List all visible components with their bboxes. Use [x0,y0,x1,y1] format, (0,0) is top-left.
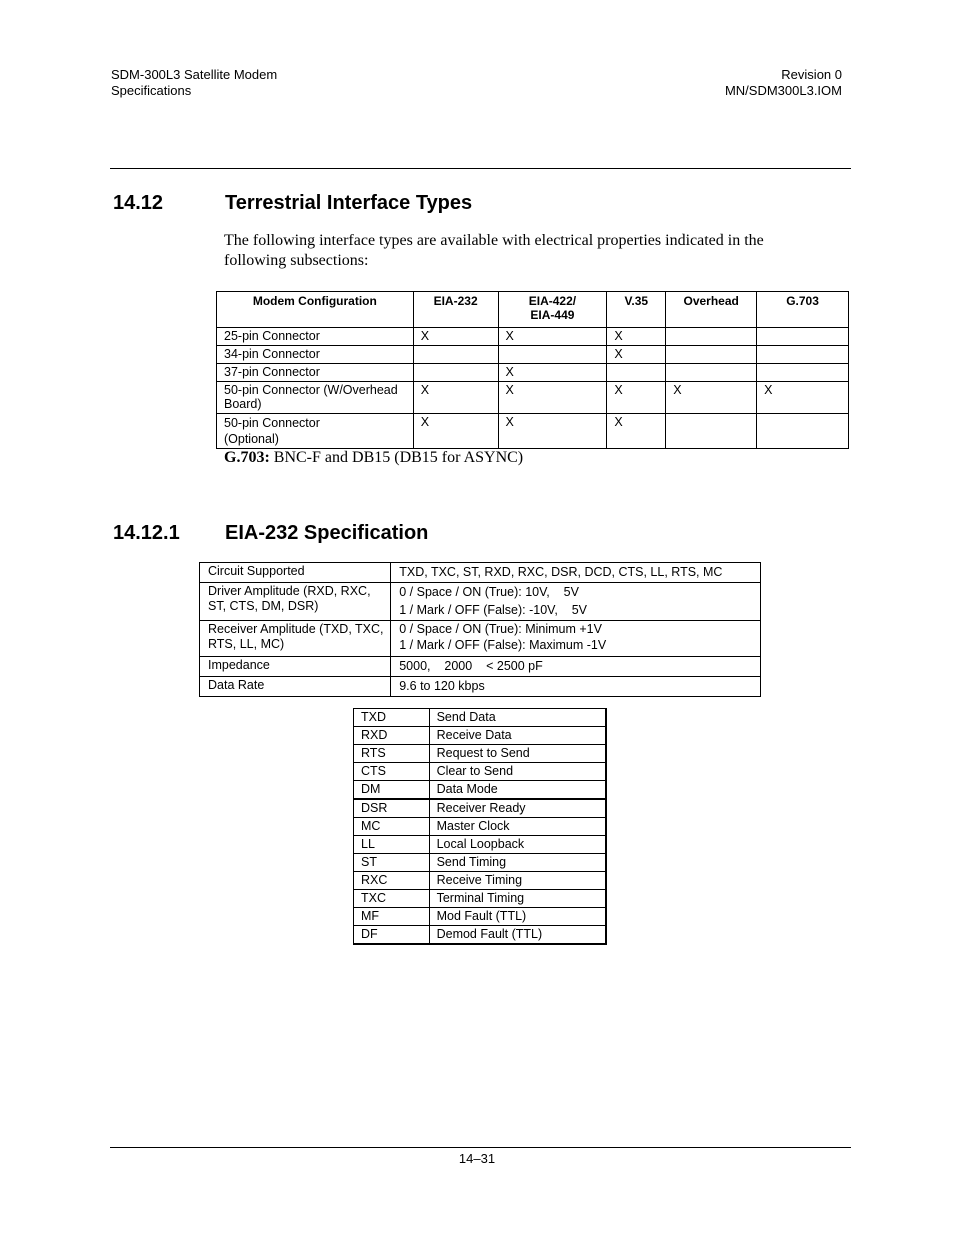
table-row [354,763,607,781]
spec-value-line: 1 / Mark / OFF (False): Maximum -1V [399,638,607,652]
table-cell [413,364,498,382]
table-cell [498,346,607,364]
header-rule [110,168,851,169]
page-header-right [725,67,842,99]
g703-note-label: G.703: [224,449,270,466]
table-row [200,657,761,677]
table-cell: 50-pin Connector (Optional) [217,414,414,449]
spec-value [391,563,761,583]
table-cell: X [498,382,607,414]
spec-label: Driver Amplitude (RXD, RXC, ST, CTS, DM, DSR) [200,583,391,621]
page-header-left [111,67,277,99]
table-cell: X [413,328,498,346]
signal-description: Send Data [429,709,606,727]
table-row [354,799,607,818]
table-cell: X [607,346,666,364]
spec-value-line: TXD, TXC, ST, RXD, RXC, DSR, DCD, CTS, LL, RTS, MC [399,565,723,579]
signal-description: Demod Fault (TTL) [429,926,606,945]
signal-code: TXD [354,709,430,727]
table-cell: X [413,414,498,449]
spec-label: Receiver Amplitude (TXD, TXC, RTS, LL, MC) [200,621,391,657]
section-intro: The following interface types are available with electrical properties indicated in the following subsections: [224,232,764,269]
table-row [200,677,761,697]
table-row [200,583,761,621]
table-row [217,328,849,346]
table-cell: X [413,382,498,414]
signal-description: Clear to Send [429,763,606,781]
spec-value [391,583,761,621]
section-number: 14.12 [113,192,164,214]
signal-table [353,708,607,945]
config-header-row [217,292,849,328]
signal-description: Request to Send [429,745,606,763]
spec-value [391,677,761,697]
table-cell [666,328,757,346]
table-cell: X [607,414,666,449]
eia232-spec-table [199,562,761,697]
table-row [354,908,607,926]
config-header-cell: EIA-232 [413,292,498,328]
config-table [216,291,849,449]
table-row [217,382,849,414]
table-row [354,745,607,763]
table-cell: 34-pin Connector [217,346,414,364]
table-row [217,414,849,449]
table-cell [666,346,757,364]
table-row [217,346,849,364]
signal-description: Terminal Timing [429,890,606,908]
signal-code: MF [354,908,430,926]
spec-label: Impedance [200,657,391,677]
table-row [217,364,849,382]
signal-description: Mod Fault (TTL) [429,908,606,926]
signal-code: ST [354,854,430,872]
table-cell [666,364,757,382]
signal-code: DF [354,926,430,945]
g703-note-text: BNC-F and DB15 (DB15 for ASYNC) [269,449,524,466]
config-header-cell: Modem Configuration [217,292,414,328]
table-cell: 50-pin Connector (W/Overhead Board) [217,382,414,414]
table-cell: X [498,414,607,449]
signal-description: Local Loopback [429,836,606,854]
config-header-cell: V.35 [607,292,666,328]
table-row [354,818,607,836]
table-row [354,926,607,945]
section-title: Terrestrial Interface Types [225,192,473,214]
signal-code: RXC [354,872,430,890]
spec-value-line: 0 / Space / ON (True): 10V, 5V [399,585,579,599]
spec-label: Data Rate [200,677,391,697]
g703-note [224,448,523,468]
signal-code: TXC [354,890,430,908]
table-row [354,781,607,800]
spec-value-line: 1 / Mark / OFF (False): -10V, 5V [399,603,588,617]
signal-code: RTS [354,745,430,763]
table-cell: 25-pin Connector [217,328,414,346]
signal-description: Receiver Ready [429,799,606,818]
table-cell: X [607,382,666,414]
page-number: 14–31 [458,1151,496,1166]
footer-rule [110,1147,851,1148]
spec-value [391,657,761,677]
subsection-heading [113,522,428,545]
signal-code: RXD [354,727,430,745]
table-cell: X [666,382,757,414]
table-cell: X [498,328,607,346]
spec-value-line: 0 / Space / ON (True): Minimum +1V [399,622,602,636]
signal-description: Data Mode [429,781,606,800]
spec-label: Circuit Supported [200,563,391,583]
doc-section: Specifications [111,83,192,98]
signal-code: DSR [354,799,430,818]
table-row [354,854,607,872]
doc-revision: Revision 0 [781,67,842,82]
subsection-number: 14.12.1 [113,522,180,544]
table-row [200,621,761,657]
table-cell [757,328,849,346]
signal-code: DM [354,781,430,800]
table-cell [757,414,849,449]
signal-description: Master Clock [429,818,606,836]
table-cell: 37-pin Connector [217,364,414,382]
config-header-cell: G.703 [757,292,849,328]
table-cell: X [498,364,607,382]
table-row [354,836,607,854]
doc-id: MN/SDM300L3.IOM [724,83,842,98]
table-row [354,872,607,890]
signal-code: LL [354,836,430,854]
table-cell [757,364,849,382]
table-row [200,563,761,583]
table-cell [757,346,849,364]
spec-value-line: 5000, 2000 < 2500 pF [399,659,543,673]
spec-value-line: 9.6 to 120 kbps [399,679,485,693]
table-cell: X [607,328,666,346]
table-cell [666,414,757,449]
table-cell: X [757,382,849,414]
subsection-title: EIA-232 Specification [225,522,429,544]
signal-description: Send Timing [429,854,606,872]
spec-value [391,621,761,657]
signal-description: Receive Timing [429,872,606,890]
config-header-cell: Overhead [666,292,757,328]
signal-code: CTS [354,763,430,781]
table-cell [607,364,666,382]
config-header-cell: EIA-422/ EIA-449 [498,292,607,328]
doc-title: SDM-300L3 Satellite Modem [111,67,278,82]
signal-code: MC [354,818,430,836]
section-heading [113,192,472,215]
table-row [354,709,607,727]
table-row [354,727,607,745]
table-cell [413,346,498,364]
signal-description: Receive Data [429,727,606,745]
table-row [354,890,607,908]
